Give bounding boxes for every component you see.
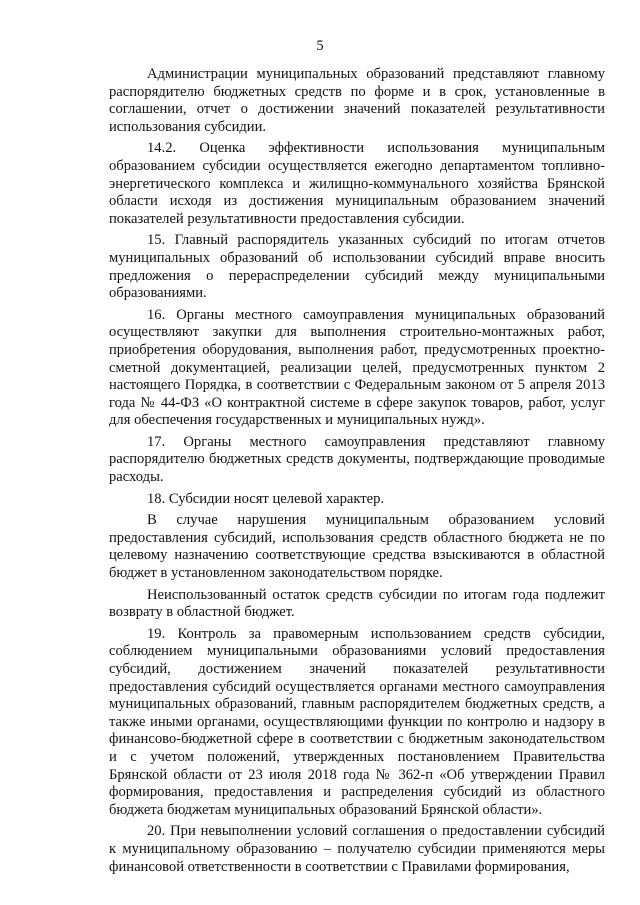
paragraph-14-2: 14.2. Оценка эффективности использования муниципальным образованием субсидии осуществляется ежегодно департаментом топливно-энергетического комплекса и жилищно-коммунального хозяйства Брянской области исходя из достижения муниципальным образованием значений показателей результативности предоставления субсидии. [109, 140, 605, 227]
paragraph-15: 15. Главный распорядитель указанных субсидий по итогам отчетов муниципальных образований об использовании субсидий вправе вносить предложения о перераспределении субсидий между муниципальными образованиями. [109, 232, 605, 302]
paragraph-17: 17. Органы местного самоуправления представляют главному распорядителю бюджетных средств документы, подтверждающие проводимые расходы. [109, 433, 605, 486]
paragraph-violation: В случае нарушения муниципальным образованием условий предоставления субсидий, использования средств областного бюджета не по целевому назначению соответствующие средства взыскиваются в областной бюджет в установленном законодательством порядке. [109, 512, 605, 582]
paragraph-unused-balance: Неиспользованный остаток средств субсидии по итогам года подлежит возврату в областной бюджет. [109, 586, 605, 621]
paragraph-19: 19. Контроль за правомерным использованием средств субсидии, соблюдением муниципальными образованиями условий предоставления субсидий, достижением значений показателей результативности предоставления субсидий осуществляется органами местного самоуправления муниципальных образований, главным распорядителем бюджетных средств, а также иными органами, осуществляющими функции по контролю и надзору в финансово-бюджетной сфере в соответствии с бюджетным законодательством и с учетом положений, утвержденных постановлением Правительства Брянской области от 23 июля 2018 года № 362-п «Об утверждении Правил формирования, предоставления и распределения субсидий из областного бюджета бюджетам муниципальных образований Брянской области». [109, 625, 605, 818]
paragraph-18: 18. Субсидии носят целевой характер. [147, 490, 385, 507]
paragraph-16: 16. Органы местного самоуправления муниципальных образований осуществляют закупки для выполнения строительно-монтажных работ, приобретения оборудования, выполнения работ, предусмотренных проектно-сметной документацией, реализации целей, предусмотренных пунктом 2 настоящего Порядка, в соответствии с Федеральным законом от 5 апреля 2013 года № 44-ФЗ «О контрактной системе в сфере закупок товаров, работ, услуг для обеспечения государственных и муниципальных нужд». [109, 306, 605, 429]
paragraph-administrations-report: Администрации муниципальных образований представляют главному распорядителю бюджетных средств по форме и в срок, установленные в соглашении, отчет о достижении значений показателей результативности использования субсидии. [109, 66, 605, 135]
document-body [109, 66, 605, 876]
page-number: 5 [316, 38, 324, 54]
paragraph-20: 20. При невыполнении условий соглашения о предоставлении субсидий к муниципальному образованию – получателю субсидии применяются меры финансовой ответственности в соответствии с Правилами формирования, [109, 823, 605, 875]
